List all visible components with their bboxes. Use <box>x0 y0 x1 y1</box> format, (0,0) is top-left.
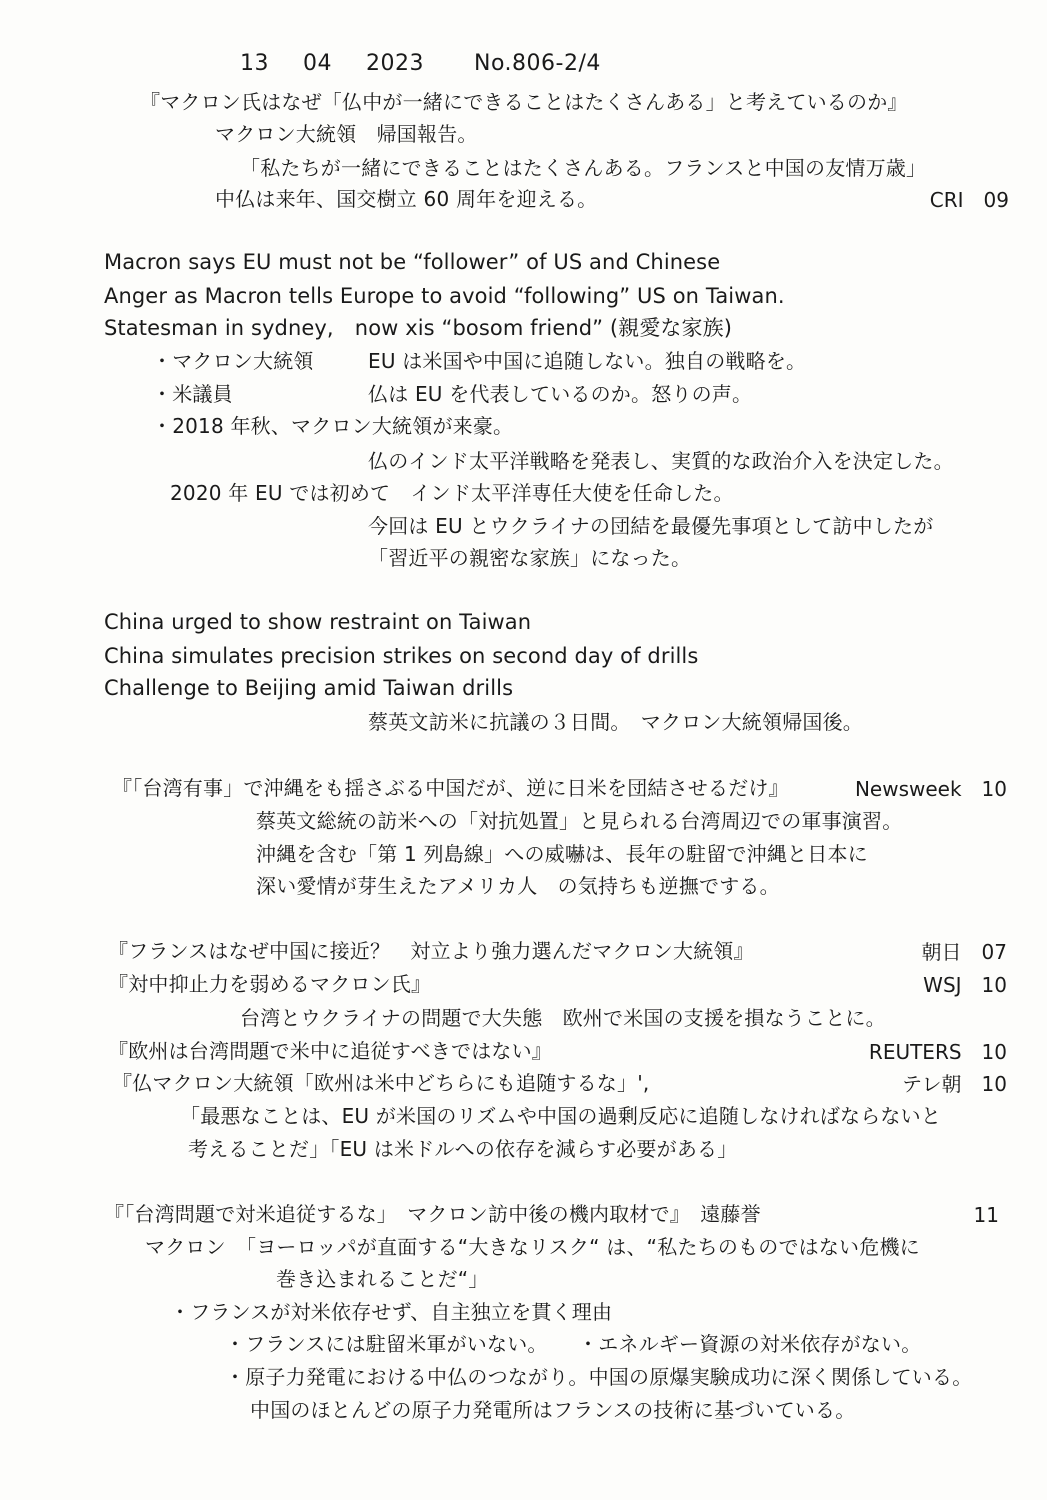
header-month: 04 <box>303 51 332 76</box>
s2-en3: Statesman in sydney, now xis “bosom friend” (親愛な家族) <box>104 316 733 340</box>
s6-source: 11 <box>973 1203 999 1227</box>
s5-title3: 『欧州は台湾問題で米中に追従すべきではない』 <box>108 1039 552 1063</box>
s5-title4-line1: 「最悪なことは、EU が米国のリズムや中国の過剰反応に追随しなければならないと <box>180 1104 942 1128</box>
s2-bullet2-text: 仏は EU を代表しているのか。怒りの声。 <box>368 382 753 406</box>
s4-title: 『「台湾有事」で沖縄をも揺さぶる中国だが、逆に日米を団結させるだけ』 <box>112 776 789 800</box>
s4-source: Newsweek 10 <box>854 777 1007 801</box>
s4-line2: 沖縄を含む「第 1 列島線」への威嚇は、長年の駐留で沖縄と日本に <box>256 842 868 866</box>
s2-bullet2-label: ・米議員 <box>152 382 233 406</box>
s6-bullet4: 中国のほとんどの原子力発電所はフランスの技術に基づいている。 <box>250 1398 856 1422</box>
s2-en1: Macron says EU must not be “follower” of US and Chinese <box>104 250 721 274</box>
s5-title2: 『対中抑止力を弱めるマクロン氏』 <box>108 972 432 996</box>
s3-en3: Challenge to Beijing amid Taiwan drills <box>104 676 514 700</box>
s3-en2: China simulates precision strikes on second day of drills <box>104 644 699 668</box>
s1-source: CRI 09 <box>929 188 1009 212</box>
s6-title: 『「台湾問題で対米追従するな」 マクロン訪中後の機内取材で』 遠藤誉 <box>104 1202 761 1226</box>
s5-source1: 朝日 07 <box>921 940 1007 964</box>
s4-line1: 蔡英文総統の訪米への「対抗処置」と見られる台湾周辺での軍事演習。 <box>256 809 903 833</box>
s6-bullet2: ・フランスには駐留米軍がいない。 ・エネルギー資源の対米依存がない。 <box>225 1332 922 1356</box>
s5-source3: REUTERS 10 <box>868 1040 1007 1064</box>
s2-bullet1-text: EU は米国や中国に追随しない。独自の戦略を。 <box>368 349 807 373</box>
s5-title4-line2: 考えることだ」「EU は米ドルへの依存を減らす必要がある」 <box>188 1137 738 1161</box>
s6-line1: マクロン 「ヨーロッパが直面する“大きなリスク“ は、“私たちのものではない危機に <box>145 1235 920 1259</box>
header-day: 13 <box>240 51 269 76</box>
s6-line2: 巻き込まれることだ“」 <box>276 1267 489 1291</box>
s1-line1: マクロン大統領 帰国報告。 <box>215 122 478 146</box>
s5-title1: 『フランスはなぜ中国に接近？ 対立より強力選んだマクロン大統領』 <box>108 939 754 963</box>
s2-line6: 「習近平の親密な家族」になった。 <box>368 546 692 570</box>
s2-bullet3: ・2018 年秋、マクロン大統領が来豪。 <box>152 414 514 438</box>
s1-title: 『マクロン氏はなぜ「仏中が一緒にできることはたくさんある」と考えているのか』 <box>140 90 908 114</box>
s5-title2-line: 台湾とウクライナの問題で大失態 欧州で米国の支援を損なうことに。 <box>240 1006 886 1030</box>
s2-bullet1-label: ・マクロン大統領 <box>152 349 314 373</box>
s3-en1: China urged to show restraint on Taiwan <box>104 610 532 634</box>
s2-line5: 今回は EU とウクライナの団結を最優先事項として訪中したが <box>368 514 934 538</box>
s1-line2: 「私たちが一緒にできることはたくさんある。フランスと中国の友情万歳」 <box>240 156 927 180</box>
s2-line4: 2020 年 EU では初めて インド太平洋専任大使を任命した。 <box>170 481 734 505</box>
s1-line3: 中仏は来年、国交樹立 60 周年を迎える。 <box>215 187 598 211</box>
s4-line3: 深い愛情が芽生えたアメリカ人 の気持ちも逆撫でする。 <box>256 874 780 898</box>
s5-title4: 『仏マクロン大統領「欧州は米中どちらにも追随するな」', <box>112 1071 650 1095</box>
header-year: 2023 <box>366 51 424 76</box>
s5-source4: テレ朝 10 <box>901 1072 1007 1096</box>
s6-bullet1: ・フランスが対米依存せず、自主独立を貫く理由 <box>170 1300 613 1324</box>
document-header <box>240 50 601 78</box>
s3-note: 蔡英文訪米に抗議の３日間。 マクロン大統領帰国後。 <box>368 710 863 734</box>
s5-source2: WSJ 10 <box>923 973 1007 997</box>
s2-bullet3-text: 仏のインド太平洋戦略を発表し、実質的な政治介入を決定した。 <box>368 449 954 473</box>
header-number: No.806-2/4 <box>474 51 601 76</box>
s6-bullet3: ・原子力発電における中仏のつながり。中国の原爆実験成功に深く関係している。 <box>225 1365 973 1389</box>
s2-en2: Anger as Macron tells Europe to avoid “following” US on Taiwan. <box>104 284 785 308</box>
